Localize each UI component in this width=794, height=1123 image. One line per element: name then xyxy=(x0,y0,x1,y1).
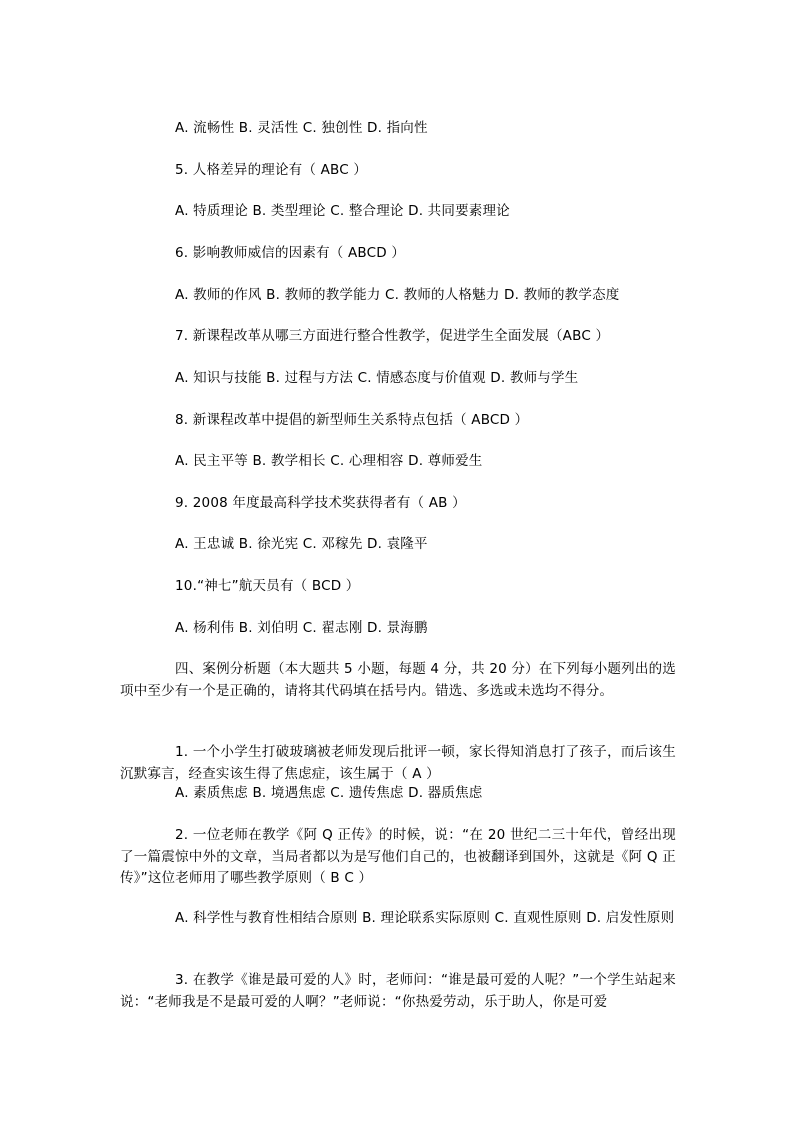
case-question-1: 1. 一个小学生打破玻璃被老师发现后批评一顿，家长得知消息打了孩子，而后该生沉默寡言，经查实该生得了焦虑症，该生属于（ A ） xyxy=(120,744,676,782)
q5-options: A. 特质理论 B. 类型理论 C. 整合理论 D. 共同要素理论 xyxy=(175,203,510,219)
case-question-3: 3. 在教学《谁是最可爱的人》时，老师问：“谁是最可爱的人呢？”一个学生站起来说：“老师我是不是最可爱的人啊？”老师说：“你热爱劳动，乐于助人，你是可爱 xyxy=(120,972,676,1010)
q7-options: A. 知识与技能 B. 过程与方法 C. 情感态度与价值观 D. 教师与学生 xyxy=(175,370,579,386)
section-4-heading: 四、案例分析题（本大题共 5 小题，每题 4 分，共 20 分）在下列每小题列出的选项中至少有一个是正确的，请将其代码填在括号内。错选、多选或未选均不得分。 xyxy=(120,661,676,699)
question-7: 7. 新课程改革从哪三方面进行整合性教学，促进学生全面发展（ABC ） xyxy=(175,328,610,344)
question-5: 5. 人格差异的理论有（ ABC ） xyxy=(175,162,368,178)
q4-options: A. 流畅性 B. 灵活性 C. 独创性 D. 指向性 xyxy=(175,120,428,136)
q8-options: A. 民主平等 B. 教学相长 C. 心理相容 D. 尊师爱生 xyxy=(175,453,483,469)
case-2-options: A. 科学性与教育性相结合原则 B. 理论联系实际原则 C. 直观性原则 D. 启发性原则 xyxy=(175,910,675,926)
question-8: 8. 新课程改革中提倡的新型师生关系特点包括（ ABCD ） xyxy=(175,412,529,428)
question-10: 10.“神七”航天员有（ BCD ） xyxy=(175,578,360,594)
q9-options: A. 王忠诚 B. 徐光宪 C. 邓稼先 D. 袁隆平 xyxy=(175,536,428,552)
question-9: 9. 2008 年度最高科学技术奖获得者有（ AB ） xyxy=(175,495,466,511)
case-question-2: 2. 一位老师在教学《阿 Q 正传》的时候，说：“在 20 世纪二三十年代，曾经出现了一篇震惊中外的文章，当局者都以为是写他们自己的，也被翻译到国外，这就是《阿 Q 正传》”这位老师用了哪些教学原则（ B C ） xyxy=(120,827,676,886)
q6-options: A. 教师的作风 B. 教师的教学能力 C. 教师的人格魅力 D. 教师的教学态度 xyxy=(175,287,620,303)
q10-options: A. 杨利伟 B. 刘伯明 C. 翟志刚 D. 景海鹏 xyxy=(175,620,428,636)
question-6: 6. 影响教师威信的因素有（ ABCD ） xyxy=(175,245,406,261)
case-1-options: A. 素质焦虑 B. 境遇焦虑 C. 遗传焦虑 D. 器质焦虑 xyxy=(175,785,483,801)
